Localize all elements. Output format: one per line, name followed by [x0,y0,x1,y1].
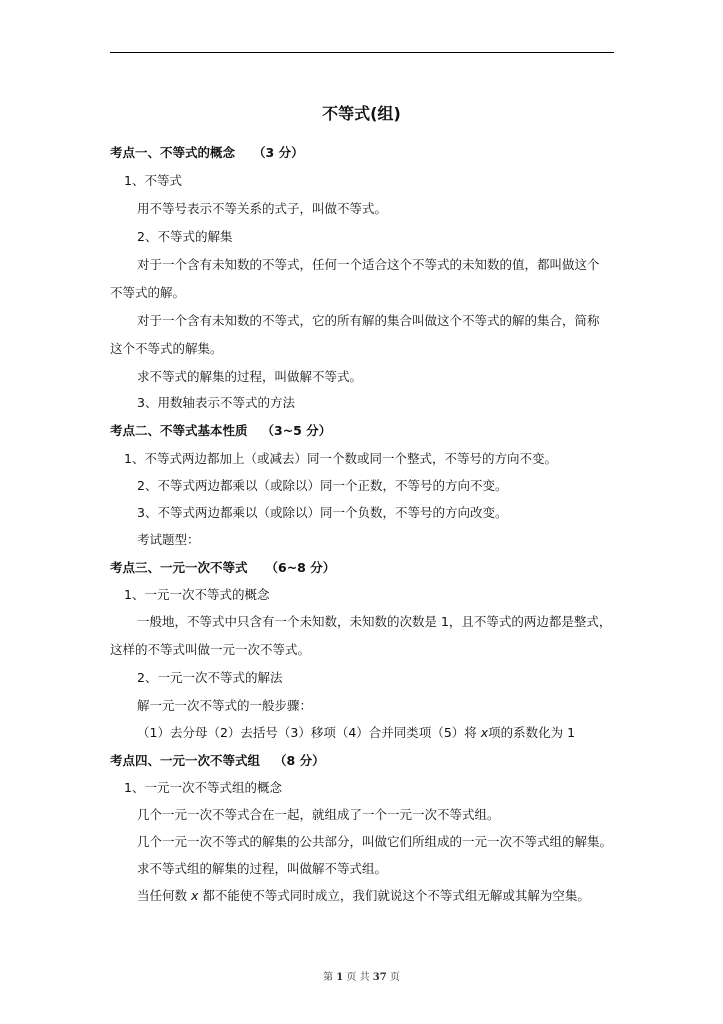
footer-mid: 页 共 [346,972,370,983]
section-heading-text: 考点四、一元一次不等式组 [110,753,261,768]
paragraph: 解一元一次不等式的一般步骤： [137,698,313,713]
section-heading-3 [110,560,335,576]
paragraph-cont: 这样的不等式叫做一元一次不等式。 [110,642,311,657]
section-heading-text: 考点三、一元一次不等式 [110,560,248,575]
list-item: 2、一元一次不等式的解法 [137,670,283,685]
list-item: 3、不等式两边都乘以（或除以）同一个负数，不等号的方向改变。 [137,505,508,520]
paragraph: 对于一个含有未知数的不等式，它的所有解的集合叫做这个不等式的解的集合，简称 [137,313,600,328]
paragraph: 一般地，不等式中只含有一个未知数，未知数的次数是 1，且不等式的两边都是整式， [137,614,612,629]
list-item: 3、用数轴表示不等式的方法 [137,395,295,410]
steps-text: （1）去分母（2）去括号（3）移项（4）合并同类项（5）将 [137,725,477,740]
variable-x: x [480,725,489,740]
page-footer [0,968,723,983]
list-item: 1、一元一次不等式组的概念 [124,780,282,795]
paragraph: 几个一元一次不等式的解集的公共部分，叫做它们所组成的一元一次不等式组的解集。 [137,834,613,849]
list-item: 1、一元一次不等式的概念 [124,587,270,602]
paragraph: 求不等式的解集的过程，叫做解不等式。 [137,369,363,384]
paragraph: 用不等号表示不等关系的式子，叫做不等式。 [137,201,388,216]
list-item: 1、不等式 [124,173,182,188]
paragraph-cont: 不等式的解。 [110,285,186,300]
paragraph: 考试题型： [137,532,200,547]
section-heading-4 [110,753,325,769]
footer-prefix: 第 [323,972,334,983]
paragraph-text: 当任何数 [137,888,188,903]
section-score: （8 分） [274,753,325,768]
steps-text-end: 项的系数化为 1 [488,725,576,740]
section-heading-text: 考点二、不等式基本性质 [110,423,248,438]
page-title: 不等式(组) [322,104,401,123]
section-score: （6~8 分） [265,560,336,575]
section-score: （3 分） [253,145,304,160]
variable-x: x [191,888,199,903]
steps-line [137,725,575,741]
page-number: 1 [336,972,344,983]
header-rule [110,52,614,53]
list-item: 2、不等式两边都乘以（或除以）同一个正数，不等号的方向不变。 [137,478,508,493]
section-heading-text: 考点一、不等式的概念 [110,145,236,160]
section-score: （3~5 分） [261,423,332,438]
section-heading-2 [110,423,331,439]
list-item: 2、不等式的解集 [137,229,233,244]
paragraph: 求不等式组的解集的过程，叫做解不等式组。 [137,861,388,876]
paragraph: 几个一元一次不等式合在一起，就组成了一个一元一次不等式组。 [137,807,500,822]
paragraph [137,888,590,904]
paragraph: 对于一个含有未知数的不等式，任何一个适合这个不等式的未知数的值，都叫做这个 [137,257,600,272]
paragraph-text-end: 都不能使不等式同时成立，我们就说这个不等式组无解或其解为空集。 [202,888,590,903]
footer-suffix: 页 [389,972,400,983]
paragraph-cont: 这个不等式的解集。 [110,341,223,356]
list-item: 1、不等式两边都加上（或减去）同一个数或同一个整式，不等号的方向不变。 [124,451,557,466]
total-pages: 37 [372,972,387,983]
section-heading-1 [110,145,304,161]
